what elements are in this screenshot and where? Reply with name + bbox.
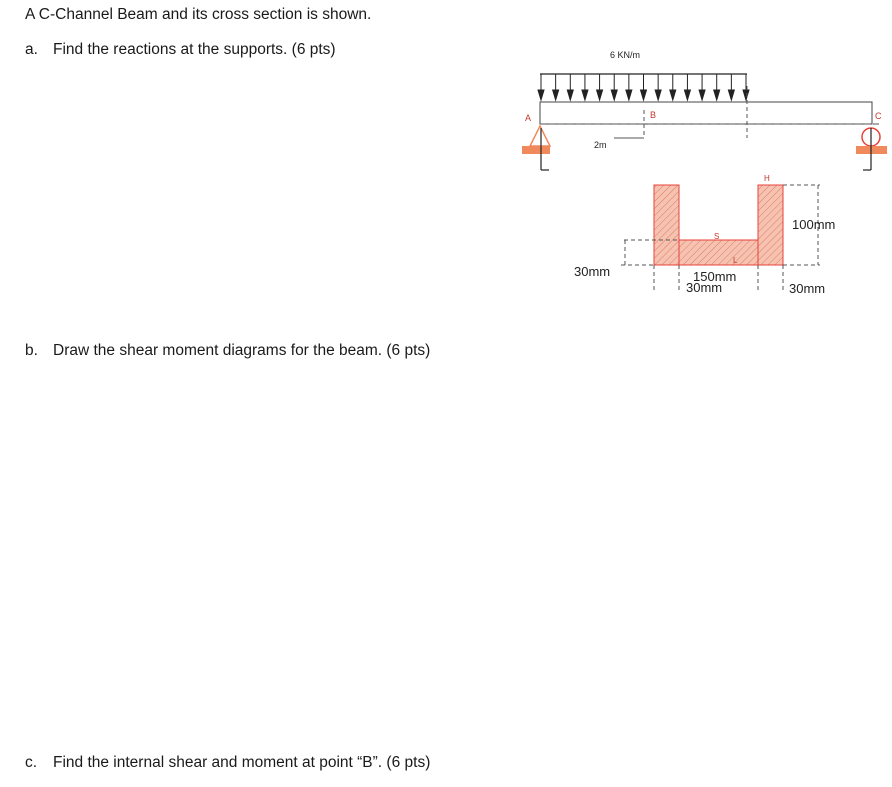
load-arrow-head — [553, 90, 559, 100]
load-arrow-head — [641, 90, 647, 100]
page-title: A C-Channel Beam and its cross section is shown. — [25, 6, 372, 23]
question-b-text: Draw the shear moment diagrams for the beam. (6 pts) — [53, 342, 431, 359]
beam — [540, 102, 872, 124]
beam-figure — [0, 0, 892, 340]
load-arrow-head — [670, 90, 676, 100]
support-c — [856, 128, 887, 170]
load-arrow-head — [597, 90, 603, 100]
point-c-label: C — [875, 111, 882, 121]
load-arrow-head — [699, 90, 705, 100]
load-arrow-head — [567, 90, 573, 100]
dim-web-width-label: 150mm — [693, 269, 737, 284]
span-label: 2m — [594, 140, 607, 150]
channel-cross-section — [574, 174, 835, 296]
question-c-text: Find the internal shear and moment at point “B”. (6 pts) — [53, 754, 431, 771]
load-arrow-head — [728, 90, 734, 100]
question-c-marker: c. — [25, 754, 38, 771]
question-b-marker: b. — [25, 342, 38, 359]
question-a-marker: a. — [25, 41, 38, 58]
distributed-load — [538, 50, 749, 100]
dim-web-thickness-right-label: 30mm — [789, 281, 826, 296]
load-label: 6 KN/m — [609, 50, 641, 60]
support-a — [522, 126, 550, 170]
load-arrow-head — [743, 90, 749, 100]
load-arrow-head — [714, 90, 720, 100]
dim-height-label: 100mm — [792, 217, 836, 232]
point-s-label: S — [714, 232, 720, 241]
point-b-label: B — [650, 110, 657, 120]
dim-web-thickness-left-label: 30mm — [686, 280, 723, 295]
load-arrow-head — [538, 90, 544, 100]
dim-flange-thickness-label: 30mm — [574, 264, 611, 279]
load-arrow-head — [684, 90, 690, 100]
load-arrow-head — [626, 90, 632, 100]
load-arrow-head — [582, 90, 588, 100]
load-arrow-head — [611, 90, 617, 100]
load-arrow-head — [655, 90, 661, 100]
question-a-text: Find the reactions at the supports. (6 pts) — [53, 41, 336, 58]
point-l-label: L — [733, 256, 738, 265]
point-a-label: A — [525, 113, 532, 123]
point-h-label: H — [764, 174, 770, 183]
